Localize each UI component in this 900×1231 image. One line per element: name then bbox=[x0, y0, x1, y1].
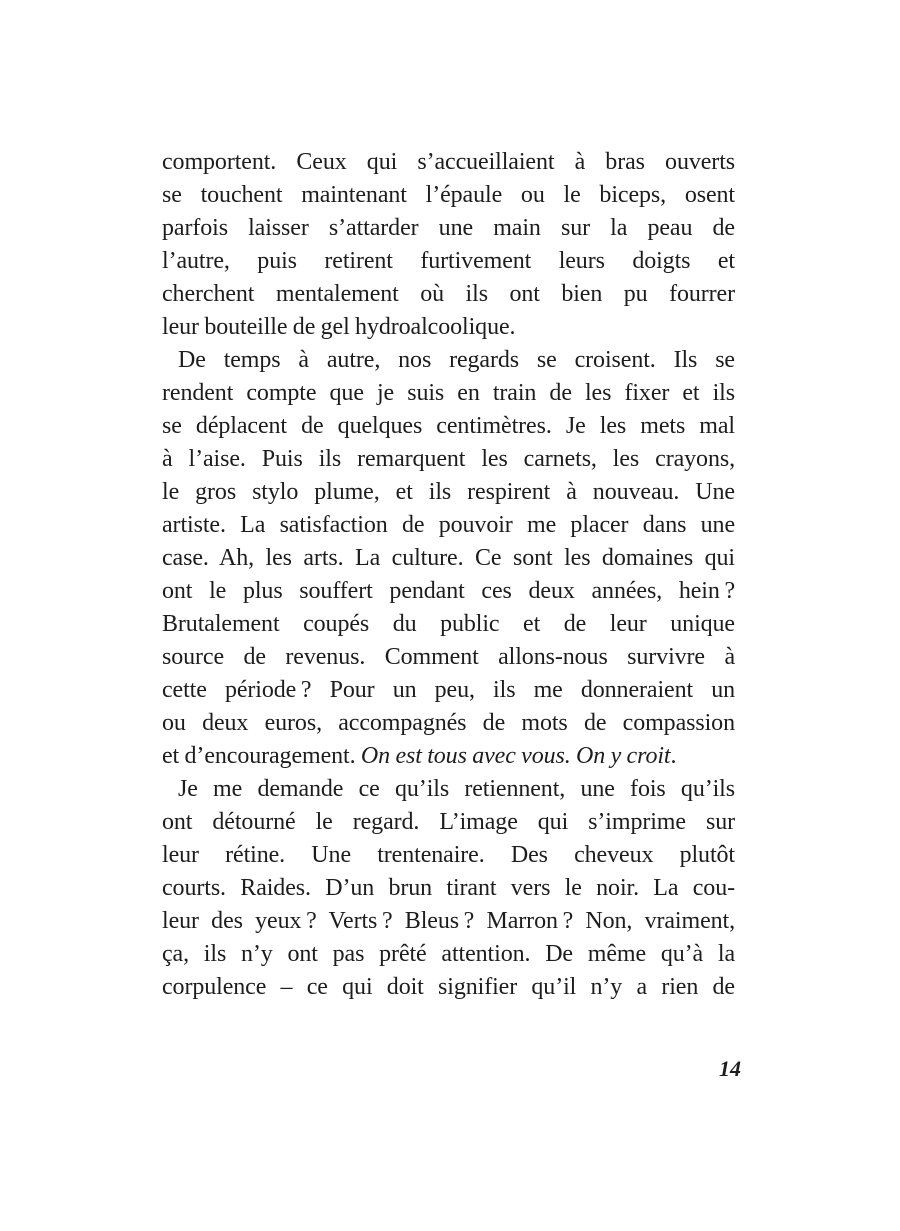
text-line bbox=[162, 674, 735, 707]
text-segment: comportent. Ceux qui s’accueillaient à bras ouverts bbox=[162, 149, 735, 175]
text-segment: à l’aise. Puis ils remarquent les carnets, les crayons, bbox=[162, 446, 735, 472]
text-segment: et d’encouragement. bbox=[162, 743, 361, 769]
text-line bbox=[162, 377, 735, 410]
text-line bbox=[162, 245, 735, 278]
text-segment: l’autre, puis retirent furtivement leurs doigts et bbox=[162, 248, 735, 274]
paragraph-1 bbox=[162, 146, 735, 344]
text-segment: corpulence – ce qui doit signifier qu’il n’y a rien de bbox=[162, 974, 735, 1000]
text-line bbox=[162, 278, 735, 311]
text-line bbox=[162, 971, 735, 1004]
paragraph-2 bbox=[162, 344, 735, 773]
page-number: 14 bbox=[719, 1056, 741, 1081]
text-segment: artiste. La satisfaction de pouvoir me placer dans une bbox=[162, 512, 735, 538]
text-line bbox=[162, 146, 735, 179]
text-segment: source de revenus. Comment allons-nous survivre à bbox=[162, 644, 735, 670]
text-line bbox=[162, 608, 735, 641]
text-line bbox=[162, 179, 735, 212]
page-text bbox=[162, 146, 735, 1004]
text-line bbox=[162, 476, 735, 509]
text-segment: ça, ils n’y ont pas prêté attention. De même qu’à la bbox=[162, 941, 735, 967]
text-line bbox=[162, 740, 735, 773]
text-segment: cherchent mentalement où ils ont bien pu fourrer bbox=[162, 281, 735, 307]
text-line bbox=[162, 938, 735, 971]
text-line bbox=[162, 344, 735, 377]
text-segment: rendent compte que je suis en train de les fixer et ils bbox=[162, 380, 735, 406]
text-segment: se touchent maintenant l’épaule ou le biceps, osent bbox=[162, 182, 735, 208]
text-segment: case. Ah, les arts. La culture. Ce sont les domaines qui bbox=[162, 545, 735, 571]
text-segment: De temps à autre, nos regards se croisent. Ils se bbox=[178, 347, 735, 373]
text-line bbox=[162, 872, 735, 905]
text-segment: leur rétine. Une trentenaire. Des cheveux plutôt bbox=[162, 842, 735, 868]
text-segment: parfois laisser s’attarder une main sur la peau de bbox=[162, 215, 735, 241]
text-line bbox=[162, 212, 735, 245]
text-segment: le gros stylo plume, et ils respirent à nouveau. Une bbox=[162, 479, 735, 505]
text-segment: courts. Raides. D’un brun tirant vers le noir. La cou- bbox=[162, 875, 735, 901]
text-line bbox=[162, 839, 735, 872]
text-line bbox=[162, 311, 735, 344]
text-segment: cette période ? Pour un peu, ils me donneraient un bbox=[162, 677, 735, 703]
text-line bbox=[162, 773, 735, 806]
text-segment: ou deux euros, accompagnés de mots de compassion bbox=[162, 710, 735, 736]
text-line bbox=[162, 509, 735, 542]
text-line bbox=[162, 575, 735, 608]
text-line bbox=[162, 443, 735, 476]
text-segment: ont le plus souffert pendant ces deux années, hein ? bbox=[162, 578, 735, 604]
text-line bbox=[162, 707, 735, 740]
paragraph-3 bbox=[162, 773, 735, 1004]
text-line bbox=[162, 806, 735, 839]
text-line bbox=[162, 641, 735, 674]
text-line bbox=[162, 410, 735, 443]
text-line bbox=[162, 905, 735, 938]
text-segment: ont détourné le regard. L’image qui s’imprime sur bbox=[162, 809, 735, 835]
text-segment: leur des yeux ? Verts ? Bleus ? Marron ? Non, vraiment, bbox=[162, 908, 735, 934]
text-line bbox=[162, 542, 735, 575]
text-segment: Je me demande ce qu’ils retiennent, une fois qu’ils bbox=[178, 776, 735, 802]
text-segment: Brutalement coupés du public et de leur unique bbox=[162, 611, 735, 637]
italic-text-segment: On est tous avec vous. On y croit bbox=[360, 743, 671, 769]
text-segment: se déplacent de quelques centimètres. Je les mets mal bbox=[162, 413, 735, 439]
text-segment: leur bouteille de gel hydroalcoolique. bbox=[162, 314, 516, 340]
text-segment: . bbox=[670, 743, 677, 769]
